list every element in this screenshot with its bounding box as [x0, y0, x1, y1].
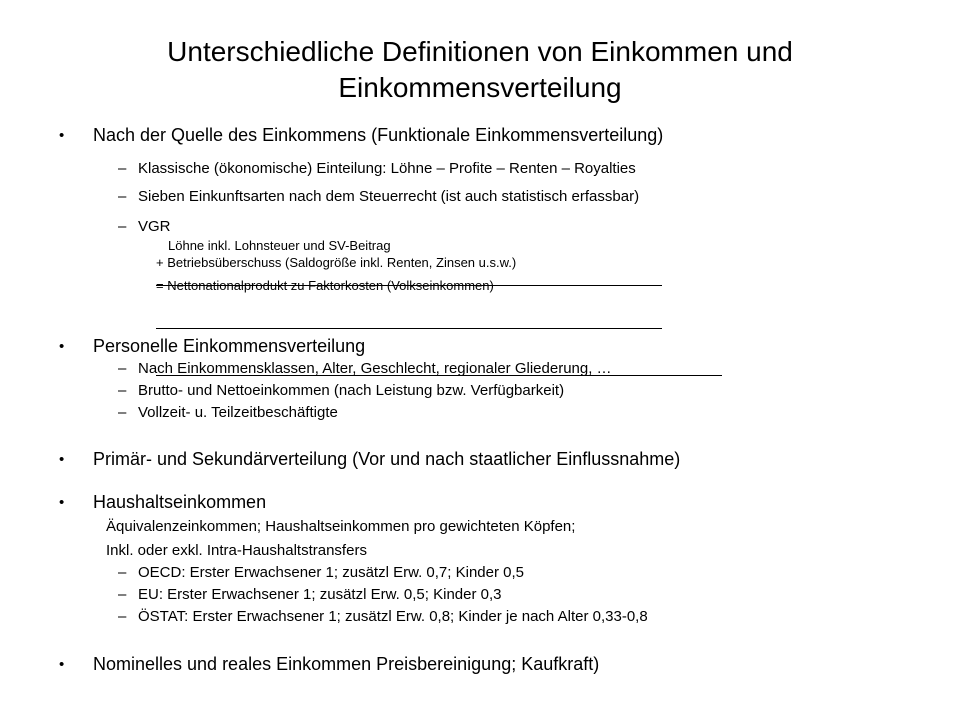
bullet: • — [59, 656, 65, 673]
vgr-line-betriebsueberschuss: + Betriebsüberschuss (Saldogröße inkl. Renten, Zinsen u.s.w.) — [156, 255, 517, 270]
bullet: • — [59, 451, 65, 468]
list-item: Nach Einkommensklassen, Alter, Geschlecht, regionaler Gliederung, … — [138, 360, 612, 377]
list-item: Sieben Einkunftsarten nach dem Steuerrecht (ist auch statistisch erfassbar) — [138, 188, 640, 205]
dash: – — [118, 586, 127, 603]
dash: – — [118, 360, 127, 377]
list-item: Klassische (ökonomische) Einteilung: Löhne – Profite – Renten – Royalties — [138, 160, 636, 177]
sub-line: Inkl. oder exkl. Intra-Haushaltstransfers — [106, 542, 367, 559]
bullet: • — [59, 494, 65, 511]
list-item: OECD: Erster Erwachsener 1; zusätzl Erw. 0,7; Kinder 0,5 — [138, 564, 524, 581]
bullet: • — [59, 127, 65, 144]
dash: – — [118, 382, 127, 399]
list-item: Vollzeit- u. Teilzeitbeschäftigte — [138, 404, 338, 421]
section-heading-personell: Personelle Einkommensverteilung — [93, 336, 366, 356]
list-item: EU: Erster Erwachsener 1; zusätzl Erw. 0,5; Kinder 0,3 — [138, 586, 502, 603]
dash: – — [118, 160, 127, 177]
section-heading-primaer-sekundaer: Primär- und Sekundärverteilung (Vor und nach staatlicher Einflussnahme) — [93, 449, 681, 469]
sub-line: Äquivalenzeinkommen; Haushaltseinkommen pro gewichteten Köpfen; — [106, 518, 576, 535]
title-line-1: Unterschiedliche Definitionen von Einkommen und — [167, 36, 793, 67]
title-line-2: Einkommensverteilung — [338, 72, 622, 103]
vgr-line-volkseinkommen: = Nettonationalprodukt zu Faktorkosten (Volkseinkommen) — [156, 278, 494, 293]
section-heading-haushaltseinkommen: Haushaltseinkommen — [93, 492, 267, 512]
dash: – — [118, 608, 127, 625]
list-item: Brutto- und Nettoeinkommen (nach Leistung bzw. Verfügbarkeit) — [138, 382, 565, 399]
divider-line — [156, 328, 662, 329]
list-item-vgr: VGR — [138, 218, 171, 235]
bullet: • — [59, 338, 65, 355]
underline-rule — [156, 375, 722, 376]
section-heading-nominell-real: Nominelles und reales Einkommen Preisbereinigung; Kaufkraft) — [93, 654, 600, 674]
dash: – — [118, 564, 127, 581]
section-heading-funktional: Nach der Quelle des Einkommens (Funktionale Einkommensverteilung) — [93, 125, 664, 145]
dash: – — [118, 218, 127, 235]
slide-title — [80, 34, 880, 106]
dash: – — [118, 404, 127, 421]
dash: – — [118, 188, 127, 205]
vgr-line-loehne: Löhne inkl. Lohnsteuer und SV-Beitrag — [168, 238, 391, 253]
list-item: ÖSTAT: Erster Erwachsener 1; zusätzl Erw. 0,8; Kinder je nach Alter 0,33-0,8 — [138, 608, 648, 625]
